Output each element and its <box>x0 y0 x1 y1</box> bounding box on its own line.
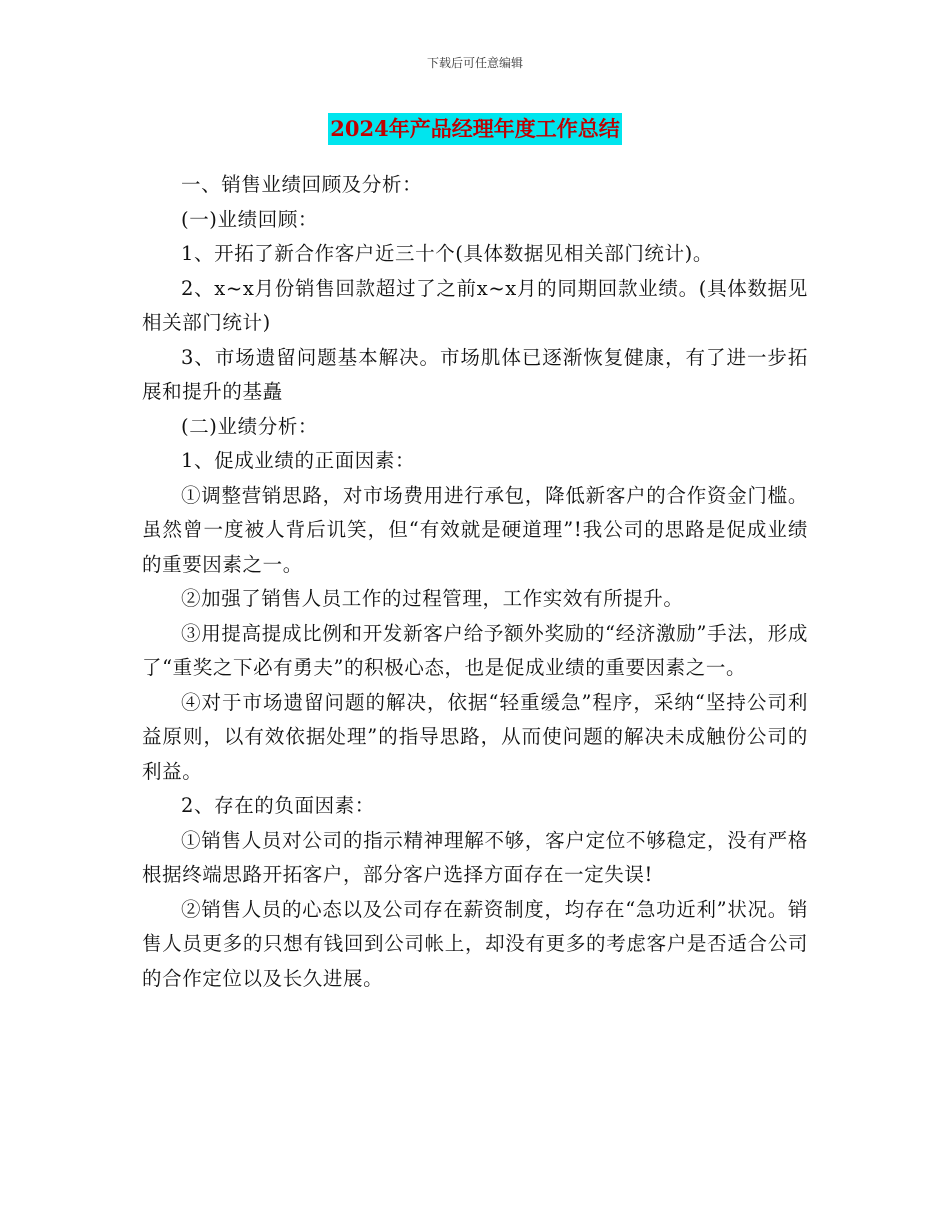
document-body <box>142 168 808 996</box>
subsection-heading: (一)业绩回顾： <box>181 207 319 231</box>
paragraph: 3、市场遗留问题基本解决。市场肌体已逐渐恢复健康，有了进一步拓展和提升的基矗 <box>142 345 808 403</box>
paragraph: ③用提高提成比例和开发新客户给予额外奖励的“经济激励”手法，形成了“重奖之下必有勇夫”的积极心态，也是促成业绩的重要因素之一。 <box>142 621 808 679</box>
section-heading: 一、销售业绩回顾及分析： <box>181 173 423 196</box>
title-container <box>0 113 950 145</box>
paragraph: ②加强了销售人员工作的过程管理，工作实效有所提升。 <box>181 587 684 610</box>
list-heading: 1、促成业绩的正面因素： <box>181 449 416 472</box>
paragraph: 1、开拓了新合作客户近三十个(具体数据见相关部门统计)。 <box>181 242 713 265</box>
paragraph: ②销售人员的心态以及公司存在薪资制度，均存在“急功近利”状况。销售人员更多的只想有钱回到公司帐上，却没有更多的考虑客户是否适合公司的合作定位以及长久进展。 <box>142 897 808 990</box>
subsection-heading: (二)业绩分析： <box>181 414 319 438</box>
list-heading: 2、存在的负面因素： <box>181 794 375 817</box>
paragraph: 2、x~x月份销售回款超过了之前x~x月的同期回款业绩。(具体数据见相关部门统计) <box>142 276 808 334</box>
document-title: 2024年产品经理年度工作总结 <box>328 113 621 145</box>
paragraph: ④对于市场遗留问题的解决，依据“轻重缓急”程序，采纳“坚持公司利益原则，以有效依据处理”的指导思路，从而使问题的解决未成触份公司的利益。 <box>142 690 808 783</box>
page-header: 下载后可任意编辑 <box>426 56 523 70</box>
paragraph: ①调整营销思路，对市场费用进行承包，降低新客户的合作资金门槛。虽然曾一度被人背后讥笑，但“有效就是硬道理”!我公司的思路是促成业绩的重要因素之一。 <box>142 483 808 576</box>
paragraph: ①销售人员对公司的指示精神理解不够，客户定位不够稳定，没有严格根据终端思路开拓客户，部分客户选择方面存在一定失误! <box>142 828 808 886</box>
